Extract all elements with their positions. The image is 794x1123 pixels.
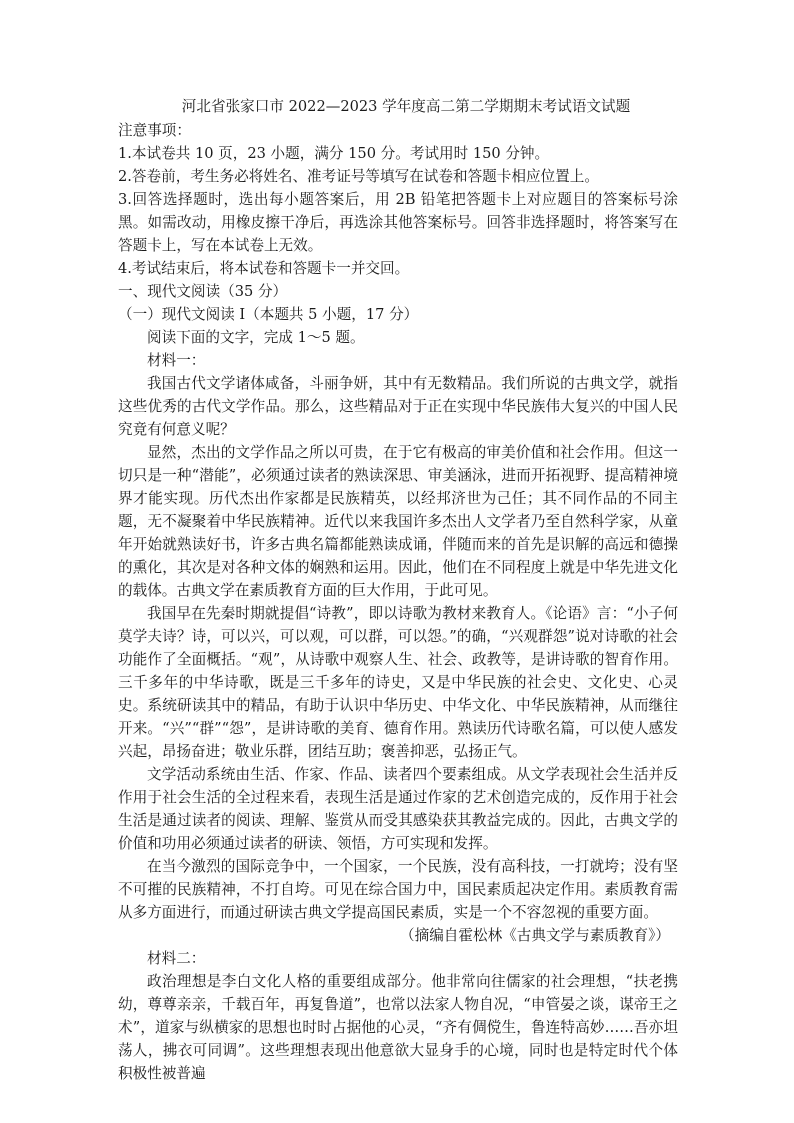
notice-item: 3.回答选择题时，选出每小题答案后，用 2B 铅笔把答题卡上对应题目的答案标号涂黑。如需改动，用橡皮擦干净后，再选涂其他答案标号。回答非选择题时，将答案写在答题卡上，写在本试卷上无效。 bbox=[118, 191, 678, 254]
material-paragraph: 文学活动系统由生活、作家、作品、读者四个要素组成。从文学表现社会生活并反作用于社会生活的全过程来看，表现生活是通过作家的艺术创造完成的，反作用于社会生活是通过读者的阅读、理解、鉴赏从而受其感染获其教益完成的。因此，古典文学的价值和功用必须通过读者的研读、领悟，方可实现和发挥。 bbox=[118, 766, 678, 852]
material-label: 材料一： bbox=[147, 352, 206, 369]
material-paragraph: 我国古代文学诸体咸备，斗丽争妍，其中有无数精品。我们所说的古典文学，就指这些优秀的古代文学作品。那么，这些精品对于正在实现中华民族伟大复兴的中国人民究竟有何意义呢？ bbox=[118, 375, 678, 438]
material-paragraph: 政治理想是李白文化人格的重要组成部分。他非常向往儒家的社会理想，“扶老携幼，尊尊亲亲，千载百年，再复鲁道”，也常以法家人物自况，“申管晏之谈，谋帝王之术”，道家与纵横家的思想也时时占据他的心灵，“齐有倜傥生，鲁连特高妙……吾亦坦荡人，拂衣可同调”。这些理想表现出他意欲大显身手的心境，同时也是特定时代个体积极性被普遍 bbox=[118, 973, 678, 1082]
notice-item: 2.答卷前，考生务必将姓名、准考证号等填写在试卷和答题卡相应位置上。 bbox=[118, 168, 599, 185]
source-citation: （摘编自霍松林《古典文学与素质教育》） bbox=[400, 927, 670, 944]
section-heading: 一、现代文阅读（35 分） bbox=[118, 283, 288, 300]
subsection-heading: （一）现代文阅读 I（本题共 5 小题，17 分） bbox=[118, 306, 419, 323]
material-paragraph: 在当今激烈的国际竞争中，一个国家，一个民族，没有高科技，一打就垮；没有坚不可摧的民族精神，不打自垮。可见在综合国力中，国民素质起决定作用。素质教育需从多方面进行，而通过研读古典文学提高国民素质，实是一个不容忽视的重要方面。 bbox=[118, 858, 678, 921]
notice-item: 1.本试卷共 10 页，23 小题，满分 150 分。考试用时 150 分钟。 bbox=[118, 145, 550, 162]
page-title: 河北省张家口市 2022—2023 学年度高二第二学期期末考试语文试题 bbox=[181, 98, 631, 115]
notice-heading: 注意事项： bbox=[118, 122, 191, 139]
material-paragraph: 我国早在先秦时期就提倡“诗教”，即以诗歌为教材来教育人。《论语》言：“小子何莫学夫诗？诗，可以兴，可以观，可以群，可以怨。”的确，“兴观群怨”说对诗歌的社会功能作了全面概括。“观”，从诗歌中观察人生、社会、政教等，是讲诗歌的智育作用。三千多年的中华诗歌，既是三千多年的诗史，又是中华民族的社会史、文化史、心灵史。系统研读其中的精品，有助于认识中华历史、中华文化、中华民族精神，从而继往开来。“兴”“群”“怨”，是讲诗歌的美育、德育作用。熟读历代诗歌名篇，可以使人感发兴起，昂扬奋进；敬业乐群，团结互助；褒善抑恶，弘扬正气。 bbox=[118, 605, 678, 760]
material-label: 材料二： bbox=[147, 950, 206, 967]
instruction-text: 阅读下面的文字，完成 1～5 题。 bbox=[147, 329, 365, 346]
notice-item: 4.考试结束后，将本试卷和答题卡一并交回。 bbox=[118, 260, 410, 277]
material-paragraph: 显然，杰出的文学作品之所以可贵，在于它有极高的审美价值和社会作用。但这一切只是一种“潜能”，必须通过读者的熟读深思、审美涵泳，进而开拓视野、提高精神境界才能实现。历代杰出作家都是民族精英，以经邦济世为己任；其不同作品的不同主题，无不凝聚着中华民族精神。近代以来我国许多杰出人文学者乃至自然科学家，从童年开始就熟读好书，许多古典名篇都能熟读成诵，伴随而来的首先是识解的高远和德操的熏化，其次是对各种文体的娴熟和运用。因此，他们在不同程度上就是中华先进文化的载体。古典文学在素质教育方面的巨大作用，于此可见。 bbox=[118, 444, 678, 599]
page-content bbox=[118, 95, 678, 1085]
